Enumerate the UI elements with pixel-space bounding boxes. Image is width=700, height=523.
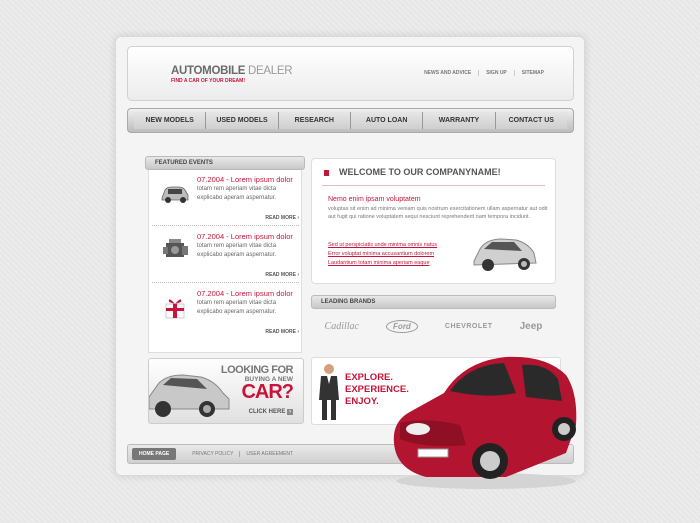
- welcome-panel: [311, 158, 556, 284]
- bullet-icon: [324, 170, 329, 176]
- event-title[interactable]: 07.2004 - Lorem ipsum dolor: [197, 232, 293, 241]
- brand-logos: [311, 320, 556, 333]
- brand-ford[interactable]: Ford: [386, 320, 418, 333]
- site-tagline: FIND A CAR OF YOUR DREAM!: [171, 78, 245, 84]
- list-item: [149, 170, 299, 227]
- promo-buying-new: BUYING A NEW: [244, 376, 293, 383]
- welcome-heading: WELCOME TO OUR COMPANYNAME!: [339, 167, 501, 177]
- welcome-link[interactable]: Laudantium totam minima aperiam eaque: [328, 260, 430, 266]
- promo-car: CAR?: [241, 381, 293, 403]
- event-text: explicabo aperam aspernatur.: [197, 309, 277, 315]
- promo-looking-for: LOOKING FOR: [220, 364, 293, 376]
- gift-icon: [159, 292, 191, 322]
- silver-car-image: [472, 231, 538, 275]
- red-car-image: [386, 353, 582, 491]
- nav-auto-loan[interactable]: AUTO LOAN: [350, 112, 422, 129]
- privacy-policy-link[interactable]: PRIVACY POLICY: [192, 451, 234, 457]
- news-and-advice-link[interactable]: NEWS AND ADVICE: [424, 70, 472, 76]
- brand-jeep[interactable]: Jeep: [519, 321, 543, 332]
- event-text: explicabo aperam aspernatur.: [197, 195, 277, 201]
- list-item: [149, 284, 299, 341]
- click-here-button[interactable]: CLICK HERE ›: [248, 409, 291, 415]
- event-title[interactable]: 07.2004 - Lorem ipsum dolor: [197, 289, 293, 298]
- salesman-image: [316, 362, 342, 424]
- engine-icon: [159, 235, 191, 265]
- read-more-link[interactable]: READ MORE ›: [265, 272, 299, 278]
- nav-warranty[interactable]: WARRANTY: [422, 112, 494, 129]
- sitemap-link[interactable]: SITEMAP: [514, 70, 551, 76]
- site-logo[interactable]: AUTOMOBILE DEALER: [171, 65, 293, 77]
- silver-car-image: [149, 369, 231, 419]
- buy-car-promo[interactable]: [148, 358, 304, 424]
- leading-brands-heading: LEADING BRANDS: [311, 295, 556, 309]
- event-text: totam rem aperiam vitae dicta: [197, 243, 277, 249]
- list-item: [149, 227, 299, 284]
- event-title[interactable]: 07.2004 - Lorem ipsum dolor: [197, 175, 293, 184]
- home-page-button[interactable]: HOME PAGE: [132, 448, 176, 460]
- enjoy-line: ENJOY.: [345, 396, 379, 407]
- top-links: [417, 70, 551, 76]
- events-list: [148, 170, 302, 353]
- car-icon: [159, 178, 191, 208]
- event-text: explicabo aperam aspernatur.: [197, 252, 277, 258]
- nav-new-models[interactable]: NEW MODELS: [134, 112, 205, 129]
- nav-contact-us[interactable]: CONTACT US: [495, 112, 567, 129]
- read-more-link[interactable]: READ MORE ›: [265, 215, 299, 221]
- user-agreement-link[interactable]: USER AGREEMENT: [239, 451, 299, 457]
- welcome-link[interactable]: Sed ut perspiciatis unde minima omnis natus: [328, 242, 438, 248]
- leading-brands-panel: [311, 295, 556, 353]
- nav-research[interactable]: RESEARCH: [278, 112, 350, 129]
- divider: [322, 185, 545, 186]
- brand-chevrolet[interactable]: CHEVROLET: [444, 323, 493, 330]
- welcome-paragraph: voluptas sit enim ad minima veniam quis nostrum exercitationem ullam aspernatur aut odit aut fugit qui ratione voluptatem sequi nesciunt reprehenderit nam tempora incidunt.: [328, 206, 548, 220]
- sign-up-link[interactable]: SIGN UP: [478, 70, 514, 76]
- site-header: [127, 46, 574, 101]
- brand-cadillac[interactable]: Cadillac: [324, 321, 359, 332]
- featured-events-panel: [145, 156, 305, 353]
- event-text: totam rem aperiam vitae dicta: [197, 186, 277, 192]
- read-more-link[interactable]: READ MORE ›: [265, 329, 299, 335]
- divider: [152, 282, 299, 283]
- event-text: totam rem aperiam vitae dicta: [197, 300, 277, 306]
- welcome-link[interactable]: Error voluptat minima accusantium dolorem: [328, 251, 435, 257]
- experience-line: EXPERIENCE.: [345, 384, 409, 395]
- main-nav: [127, 108, 574, 133]
- divider: [152, 225, 299, 226]
- nav-used-models[interactable]: USED MODELS: [205, 112, 277, 129]
- welcome-links: [328, 241, 437, 268]
- featured-events-heading: FEATURED EVENTS: [145, 156, 305, 170]
- explore-line: EXPLORE.: [345, 372, 394, 383]
- welcome-subtitle: Nemo enim ipsam voluptatem: [328, 196, 421, 203]
